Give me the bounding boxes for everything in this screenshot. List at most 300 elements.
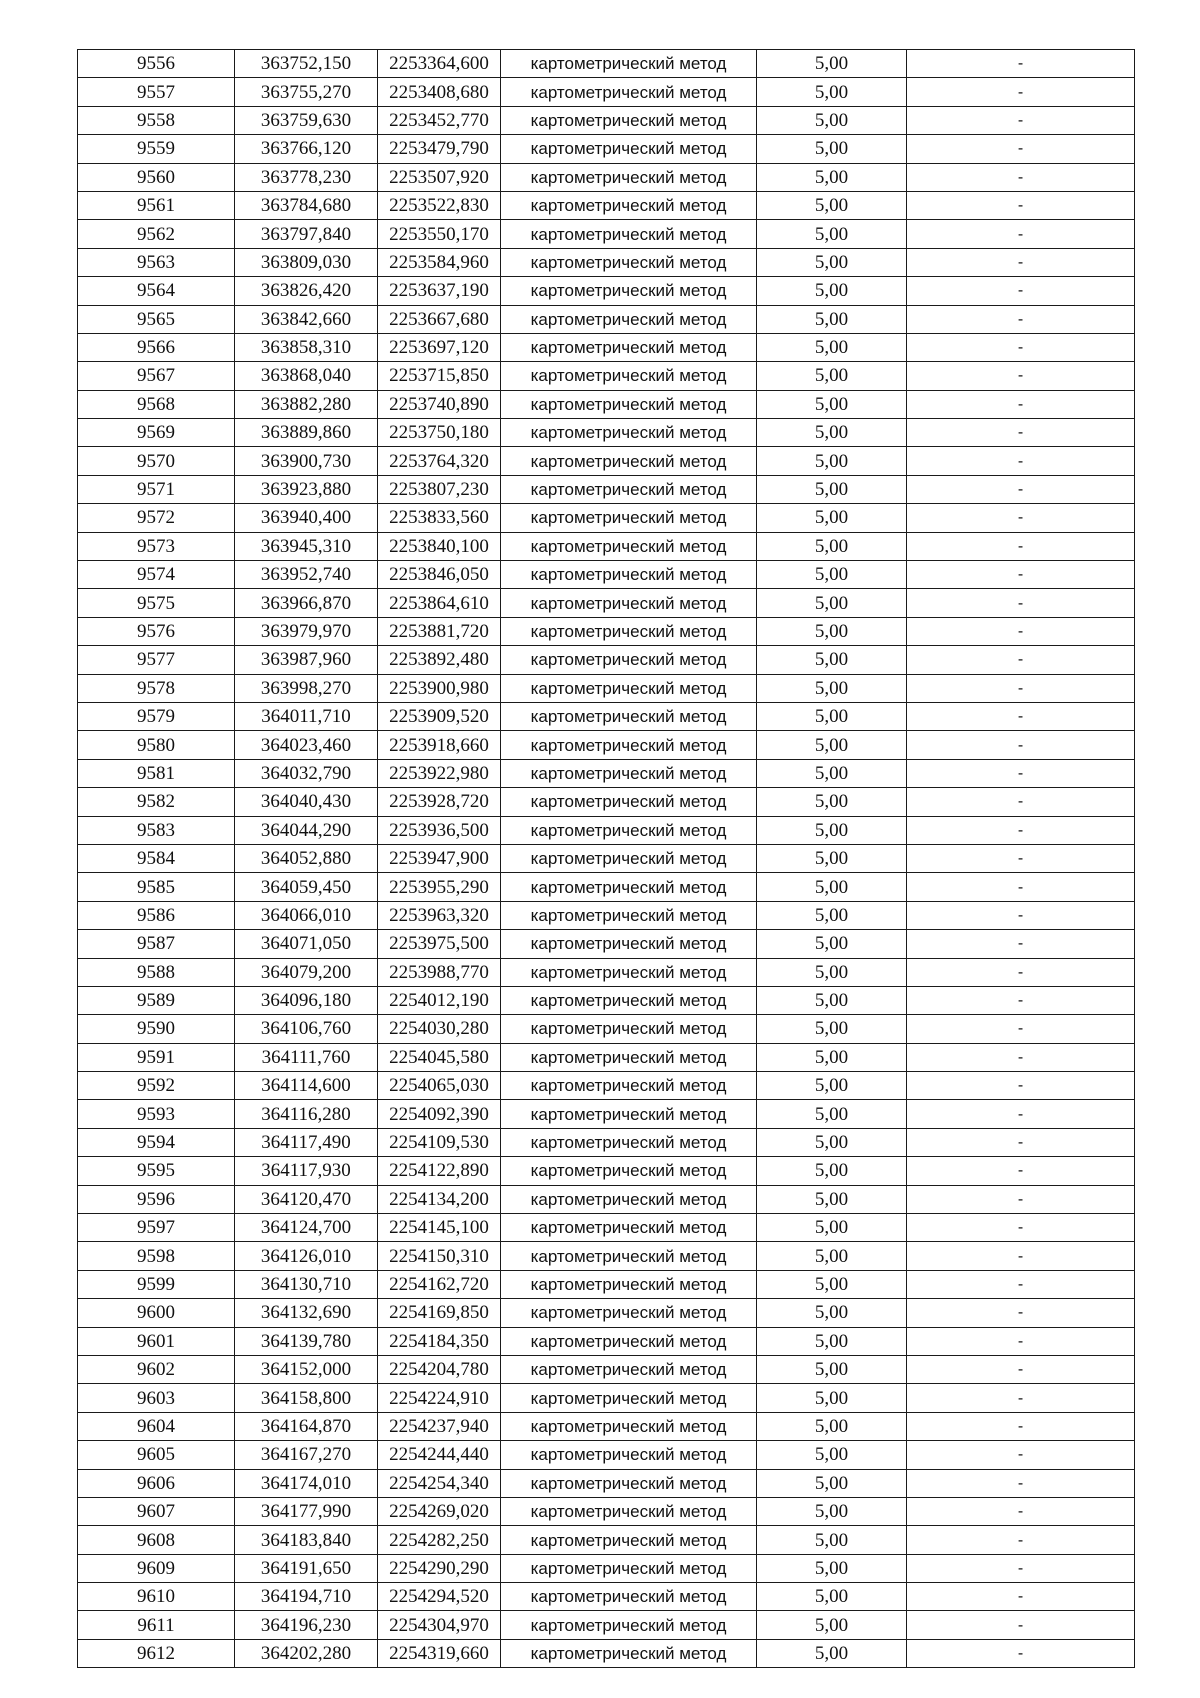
x-coordinate-cell: 363759,630: [235, 106, 378, 134]
accuracy-cell: 5,00: [757, 731, 907, 759]
point-number-cell: 9608: [78, 1526, 235, 1554]
x-coordinate-cell: 363940,400: [235, 504, 378, 532]
y-coordinate-cell: 2253740,890: [378, 390, 501, 418]
method-cell: картометрический метод: [501, 873, 757, 901]
table-row: [78, 1412, 1135, 1440]
accuracy-cell: 5,00: [757, 135, 907, 163]
x-coordinate-cell: 364052,880: [235, 844, 378, 872]
point-number-cell: 9574: [78, 561, 235, 589]
method-cell: картометрический метод: [501, 50, 757, 78]
method-cell: картометрический метод: [501, 362, 757, 390]
point-number-cell: 9595: [78, 1157, 235, 1185]
table-row: [78, 1554, 1135, 1582]
table-row: [78, 646, 1135, 674]
point-number-cell: 9571: [78, 475, 235, 503]
accuracy-cell: 5,00: [757, 305, 907, 333]
y-coordinate-cell: 2253522,830: [378, 191, 501, 219]
accuracy-cell: 5,00: [757, 1497, 907, 1525]
note-cell: -: [907, 986, 1135, 1014]
method-cell: картометрический метод: [501, 220, 757, 248]
note-cell: -: [907, 561, 1135, 589]
accuracy-cell: 5,00: [757, 1214, 907, 1242]
method-cell: картометрический метод: [501, 674, 757, 702]
point-number-cell: 9599: [78, 1270, 235, 1298]
x-coordinate-cell: 364120,470: [235, 1185, 378, 1213]
y-coordinate-cell: 2254204,780: [378, 1355, 501, 1383]
method-cell: картометрический метод: [501, 1128, 757, 1156]
accuracy-cell: 5,00: [757, 419, 907, 447]
x-coordinate-cell: 364158,800: [235, 1384, 378, 1412]
table-row: [78, 901, 1135, 929]
point-number-cell: 9579: [78, 702, 235, 730]
note-cell: -: [907, 646, 1135, 674]
y-coordinate-cell: 2254045,580: [378, 1043, 501, 1071]
table-row: [78, 50, 1135, 78]
note-cell: -: [907, 504, 1135, 532]
y-coordinate-cell: 2253452,770: [378, 106, 501, 134]
y-coordinate-cell: 2254122,890: [378, 1157, 501, 1185]
note-cell: -: [907, 135, 1135, 163]
x-coordinate-cell: 363952,740: [235, 561, 378, 589]
table-row: [78, 504, 1135, 532]
note-cell: -: [907, 958, 1135, 986]
method-cell: картометрический метод: [501, 1384, 757, 1412]
x-coordinate-cell: 364139,780: [235, 1327, 378, 1355]
accuracy-cell: 5,00: [757, 873, 907, 901]
accuracy-cell: 5,00: [757, 844, 907, 872]
method-cell: картометрический метод: [501, 759, 757, 787]
method-cell: картометрический метод: [501, 1242, 757, 1270]
method-cell: картометрический метод: [501, 589, 757, 617]
accuracy-cell: 5,00: [757, 1583, 907, 1611]
y-coordinate-cell: 2253833,560: [378, 504, 501, 532]
accuracy-cell: 5,00: [757, 702, 907, 730]
accuracy-cell: 5,00: [757, 589, 907, 617]
y-coordinate-cell: 2253715,850: [378, 362, 501, 390]
table-row: [78, 475, 1135, 503]
accuracy-cell: 5,00: [757, 759, 907, 787]
point-number-cell: 9612: [78, 1639, 235, 1667]
method-cell: картометрический метод: [501, 135, 757, 163]
x-coordinate-cell: 364044,290: [235, 816, 378, 844]
y-coordinate-cell: 2254224,910: [378, 1384, 501, 1412]
point-number-cell: 9605: [78, 1441, 235, 1469]
point-number-cell: 9573: [78, 532, 235, 560]
table-row: [78, 1015, 1135, 1043]
point-number-cell: 9557: [78, 78, 235, 106]
x-coordinate-cell: 364183,840: [235, 1526, 378, 1554]
y-coordinate-cell: 2253909,520: [378, 702, 501, 730]
note-cell: -: [907, 1554, 1135, 1582]
note-cell: -: [907, 674, 1135, 702]
point-number-cell: 9562: [78, 220, 235, 248]
note-cell: -: [907, 1526, 1135, 1554]
point-number-cell: 9590: [78, 1015, 235, 1043]
x-coordinate-cell: 363979,970: [235, 617, 378, 645]
x-coordinate-cell: 364202,280: [235, 1639, 378, 1667]
point-number-cell: 9611: [78, 1611, 235, 1639]
note-cell: -: [907, 759, 1135, 787]
method-cell: картометрический метод: [501, 958, 757, 986]
method-cell: картометрический метод: [501, 1100, 757, 1128]
note-cell: -: [907, 78, 1135, 106]
table-row: [78, 589, 1135, 617]
y-coordinate-cell: 2253947,900: [378, 844, 501, 872]
table-row: [78, 731, 1135, 759]
table-row: [78, 390, 1135, 418]
x-coordinate-cell: 363966,870: [235, 589, 378, 617]
point-number-cell: 9594: [78, 1128, 235, 1156]
table-row: [78, 1128, 1135, 1156]
accuracy-cell: 5,00: [757, 1015, 907, 1043]
table-row: [78, 1270, 1135, 1298]
point-number-cell: 9561: [78, 191, 235, 219]
note-cell: -: [907, 1639, 1135, 1667]
note-cell: -: [907, 873, 1135, 901]
note-cell: -: [907, 1015, 1135, 1043]
point-number-cell: 9577: [78, 646, 235, 674]
accuracy-cell: 5,00: [757, 504, 907, 532]
y-coordinate-cell: 2254254,340: [378, 1469, 501, 1497]
y-coordinate-cell: 2253900,980: [378, 674, 501, 702]
table-row: [78, 1100, 1135, 1128]
x-coordinate-cell: 364111,760: [235, 1043, 378, 1071]
accuracy-cell: 5,00: [757, 1412, 907, 1440]
coordinates-table: [77, 49, 1135, 1668]
table-row: [78, 674, 1135, 702]
table-row: [78, 1611, 1135, 1639]
table-row: [78, 1384, 1135, 1412]
point-number-cell: 9609: [78, 1554, 235, 1582]
point-number-cell: 9558: [78, 106, 235, 134]
method-cell: картометрический метод: [501, 390, 757, 418]
point-number-cell: 9607: [78, 1497, 235, 1525]
note-cell: -: [907, 1128, 1135, 1156]
point-number-cell: 9582: [78, 788, 235, 816]
method-cell: картометрический метод: [501, 731, 757, 759]
table-row: [78, 930, 1135, 958]
point-number-cell: 9598: [78, 1242, 235, 1270]
x-coordinate-cell: 363987,960: [235, 646, 378, 674]
table-row: [78, 1526, 1135, 1554]
point-number-cell: 9566: [78, 333, 235, 361]
accuracy-cell: 5,00: [757, 1327, 907, 1355]
point-number-cell: 9567: [78, 362, 235, 390]
y-coordinate-cell: 2253936,500: [378, 816, 501, 844]
x-coordinate-cell: 363784,680: [235, 191, 378, 219]
table-row: [78, 1327, 1135, 1355]
table-row: [78, 277, 1135, 305]
y-coordinate-cell: 2254162,720: [378, 1270, 501, 1298]
method-cell: картометрический метод: [501, 1611, 757, 1639]
x-coordinate-cell: 364011,710: [235, 702, 378, 730]
x-coordinate-cell: 364096,180: [235, 986, 378, 1014]
x-coordinate-cell: 364177,990: [235, 1497, 378, 1525]
y-coordinate-cell: 2254012,190: [378, 986, 501, 1014]
note-cell: -: [907, 1583, 1135, 1611]
y-coordinate-cell: 2253846,050: [378, 561, 501, 589]
method-cell: картометрический метод: [501, 986, 757, 1014]
method-cell: картометрический метод: [501, 333, 757, 361]
point-number-cell: 9597: [78, 1214, 235, 1242]
method-cell: картометрический метод: [501, 447, 757, 475]
note-cell: -: [907, 589, 1135, 617]
y-coordinate-cell: 2253881,720: [378, 617, 501, 645]
method-cell: картометрический метод: [501, 1072, 757, 1100]
note-cell: -: [907, 532, 1135, 560]
document-page: [77, 49, 1134, 1668]
accuracy-cell: 5,00: [757, 1469, 907, 1497]
method-cell: картометрический метод: [501, 788, 757, 816]
x-coordinate-cell: 364032,790: [235, 759, 378, 787]
point-number-cell: 9601: [78, 1327, 235, 1355]
point-number-cell: 9583: [78, 816, 235, 844]
x-coordinate-cell: 364117,930: [235, 1157, 378, 1185]
method-cell: картометрический метод: [501, 1355, 757, 1383]
y-coordinate-cell: 2253550,170: [378, 220, 501, 248]
x-coordinate-cell: 364164,870: [235, 1412, 378, 1440]
table-row: [78, 1583, 1135, 1611]
method-cell: картометрический метод: [501, 1015, 757, 1043]
table-row: [78, 1639, 1135, 1667]
x-coordinate-cell: 364117,490: [235, 1128, 378, 1156]
method-cell: картометрический метод: [501, 1583, 757, 1611]
accuracy-cell: 5,00: [757, 1384, 907, 1412]
method-cell: картометрический метод: [501, 844, 757, 872]
x-coordinate-cell: 364071,050: [235, 930, 378, 958]
x-coordinate-cell: 364132,690: [235, 1299, 378, 1327]
method-cell: картометрический метод: [501, 248, 757, 276]
table-row: [78, 78, 1135, 106]
note-cell: -: [907, 390, 1135, 418]
y-coordinate-cell: 2253507,920: [378, 163, 501, 191]
method-cell: картометрический метод: [501, 1526, 757, 1554]
x-coordinate-cell: 363797,840: [235, 220, 378, 248]
accuracy-cell: 5,00: [757, 1639, 907, 1667]
accuracy-cell: 5,00: [757, 532, 907, 560]
note-cell: -: [907, 1497, 1135, 1525]
point-number-cell: 9570: [78, 447, 235, 475]
method-cell: картометрический метод: [501, 106, 757, 134]
note-cell: -: [907, 1043, 1135, 1071]
y-coordinate-cell: 2254294,520: [378, 1583, 501, 1611]
point-number-cell: 9581: [78, 759, 235, 787]
point-number-cell: 9564: [78, 277, 235, 305]
y-coordinate-cell: 2254282,250: [378, 1526, 501, 1554]
x-coordinate-cell: 363945,310: [235, 532, 378, 560]
y-coordinate-cell: 2253918,660: [378, 731, 501, 759]
accuracy-cell: 5,00: [757, 1157, 907, 1185]
table-row: [78, 816, 1135, 844]
method-cell: картометрический метод: [501, 816, 757, 844]
x-coordinate-cell: 364196,230: [235, 1611, 378, 1639]
note-cell: -: [907, 106, 1135, 134]
accuracy-cell: 5,00: [757, 617, 907, 645]
x-coordinate-cell: 364116,280: [235, 1100, 378, 1128]
y-coordinate-cell: 2253764,320: [378, 447, 501, 475]
y-coordinate-cell: 2254134,200: [378, 1185, 501, 1213]
method-cell: картометрический метод: [501, 1185, 757, 1213]
y-coordinate-cell: 2254145,100: [378, 1214, 501, 1242]
note-cell: -: [907, 50, 1135, 78]
note-cell: -: [907, 1100, 1135, 1128]
method-cell: картометрический метод: [501, 1157, 757, 1185]
note-cell: -: [907, 277, 1135, 305]
method-cell: картометрический метод: [501, 419, 757, 447]
note-cell: -: [907, 1327, 1135, 1355]
note-cell: -: [907, 447, 1135, 475]
x-coordinate-cell: 364152,000: [235, 1355, 378, 1383]
x-coordinate-cell: 364059,450: [235, 873, 378, 901]
point-number-cell: 9592: [78, 1072, 235, 1100]
point-number-cell: 9576: [78, 617, 235, 645]
y-coordinate-cell: 2254065,030: [378, 1072, 501, 1100]
y-coordinate-cell: 2253864,610: [378, 589, 501, 617]
method-cell: картометрический метод: [501, 532, 757, 560]
accuracy-cell: 5,00: [757, 1185, 907, 1213]
table-row: [78, 333, 1135, 361]
point-number-cell: 9589: [78, 986, 235, 1014]
accuracy-cell: 5,00: [757, 1043, 907, 1071]
y-coordinate-cell: 2253963,320: [378, 901, 501, 929]
x-coordinate-cell: 363778,230: [235, 163, 378, 191]
y-coordinate-cell: 2254030,280: [378, 1015, 501, 1043]
accuracy-cell: 5,00: [757, 277, 907, 305]
method-cell: картометрический метод: [501, 191, 757, 219]
note-cell: -: [907, 1214, 1135, 1242]
note-cell: -: [907, 191, 1135, 219]
method-cell: картометрический метод: [501, 305, 757, 333]
note-cell: -: [907, 1611, 1135, 1639]
point-number-cell: 9569: [78, 419, 235, 447]
accuracy-cell: 5,00: [757, 106, 907, 134]
x-coordinate-cell: 364114,600: [235, 1072, 378, 1100]
accuracy-cell: 5,00: [757, 447, 907, 475]
table-row: [78, 419, 1135, 447]
x-coordinate-cell: 363809,030: [235, 248, 378, 276]
table-row: [78, 1214, 1135, 1242]
accuracy-cell: 5,00: [757, 78, 907, 106]
note-cell: -: [907, 1185, 1135, 1213]
method-cell: картометрический метод: [501, 617, 757, 645]
point-number-cell: 9565: [78, 305, 235, 333]
x-coordinate-cell: 364066,010: [235, 901, 378, 929]
y-coordinate-cell: 2254244,440: [378, 1441, 501, 1469]
x-coordinate-cell: 364023,460: [235, 731, 378, 759]
accuracy-cell: 5,00: [757, 958, 907, 986]
point-number-cell: 9556: [78, 50, 235, 78]
table-row: [78, 1185, 1135, 1213]
accuracy-cell: 5,00: [757, 930, 907, 958]
accuracy-cell: 5,00: [757, 986, 907, 1014]
table-row: [78, 958, 1135, 986]
accuracy-cell: 5,00: [757, 646, 907, 674]
point-number-cell: 9593: [78, 1100, 235, 1128]
x-coordinate-cell: 364194,710: [235, 1583, 378, 1611]
y-coordinate-cell: 2253667,680: [378, 305, 501, 333]
y-coordinate-cell: 2253955,290: [378, 873, 501, 901]
table-row: [78, 106, 1135, 134]
y-coordinate-cell: 2254237,940: [378, 1412, 501, 1440]
y-coordinate-cell: 2253988,770: [378, 958, 501, 986]
note-cell: -: [907, 248, 1135, 276]
y-coordinate-cell: 2253584,960: [378, 248, 501, 276]
x-coordinate-cell: 364130,710: [235, 1270, 378, 1298]
x-coordinate-cell: 363868,040: [235, 362, 378, 390]
table-row: [78, 447, 1135, 475]
point-number-cell: 9586: [78, 901, 235, 929]
y-coordinate-cell: 2254269,020: [378, 1497, 501, 1525]
accuracy-cell: 5,00: [757, 816, 907, 844]
accuracy-cell: 5,00: [757, 1270, 907, 1298]
method-cell: картометрический метод: [501, 1412, 757, 1440]
point-number-cell: 9602: [78, 1355, 235, 1383]
accuracy-cell: 5,00: [757, 220, 907, 248]
point-number-cell: 9588: [78, 958, 235, 986]
x-coordinate-cell: 363900,730: [235, 447, 378, 475]
method-cell: картометрический метод: [501, 901, 757, 929]
x-coordinate-cell: 363889,860: [235, 419, 378, 447]
note-cell: -: [907, 930, 1135, 958]
method-cell: картометрический метод: [501, 930, 757, 958]
note-cell: -: [907, 1412, 1135, 1440]
point-number-cell: 9591: [78, 1043, 235, 1071]
note-cell: -: [907, 1441, 1135, 1469]
y-coordinate-cell: 2253697,120: [378, 333, 501, 361]
point-number-cell: 9604: [78, 1412, 235, 1440]
point-number-cell: 9600: [78, 1299, 235, 1327]
point-number-cell: 9578: [78, 674, 235, 702]
note-cell: -: [907, 1157, 1135, 1185]
x-coordinate-cell: 364126,010: [235, 1242, 378, 1270]
method-cell: картометрический метод: [501, 163, 757, 191]
note-cell: -: [907, 1384, 1135, 1412]
y-coordinate-cell: 2253807,230: [378, 475, 501, 503]
accuracy-cell: 5,00: [757, 1072, 907, 1100]
note-cell: -: [907, 163, 1135, 191]
y-coordinate-cell: 2254304,970: [378, 1611, 501, 1639]
table-row: [78, 305, 1135, 333]
x-coordinate-cell: 364124,700: [235, 1214, 378, 1242]
note-cell: -: [907, 362, 1135, 390]
y-coordinate-cell: 2254150,310: [378, 1242, 501, 1270]
y-coordinate-cell: 2253975,500: [378, 930, 501, 958]
point-number-cell: 9572: [78, 504, 235, 532]
point-number-cell: 9559: [78, 135, 235, 163]
x-coordinate-cell: 363923,880: [235, 475, 378, 503]
note-cell: -: [907, 475, 1135, 503]
table-row: [78, 702, 1135, 730]
table-row: [78, 1043, 1135, 1071]
point-number-cell: 9587: [78, 930, 235, 958]
accuracy-cell: 5,00: [757, 333, 907, 361]
note-cell: -: [907, 901, 1135, 929]
note-cell: -: [907, 844, 1135, 872]
table-row: [78, 135, 1135, 163]
x-coordinate-cell: 364191,650: [235, 1554, 378, 1582]
y-coordinate-cell: 2253408,680: [378, 78, 501, 106]
method-cell: картометрический метод: [501, 475, 757, 503]
x-coordinate-cell: 363766,120: [235, 135, 378, 163]
table-row: [78, 532, 1135, 560]
accuracy-cell: 5,00: [757, 163, 907, 191]
table-row: [78, 1355, 1135, 1383]
point-number-cell: 9584: [78, 844, 235, 872]
method-cell: картометрический метод: [501, 1043, 757, 1071]
accuracy-cell: 5,00: [757, 1441, 907, 1469]
point-number-cell: 9560: [78, 163, 235, 191]
table-row: [78, 362, 1135, 390]
